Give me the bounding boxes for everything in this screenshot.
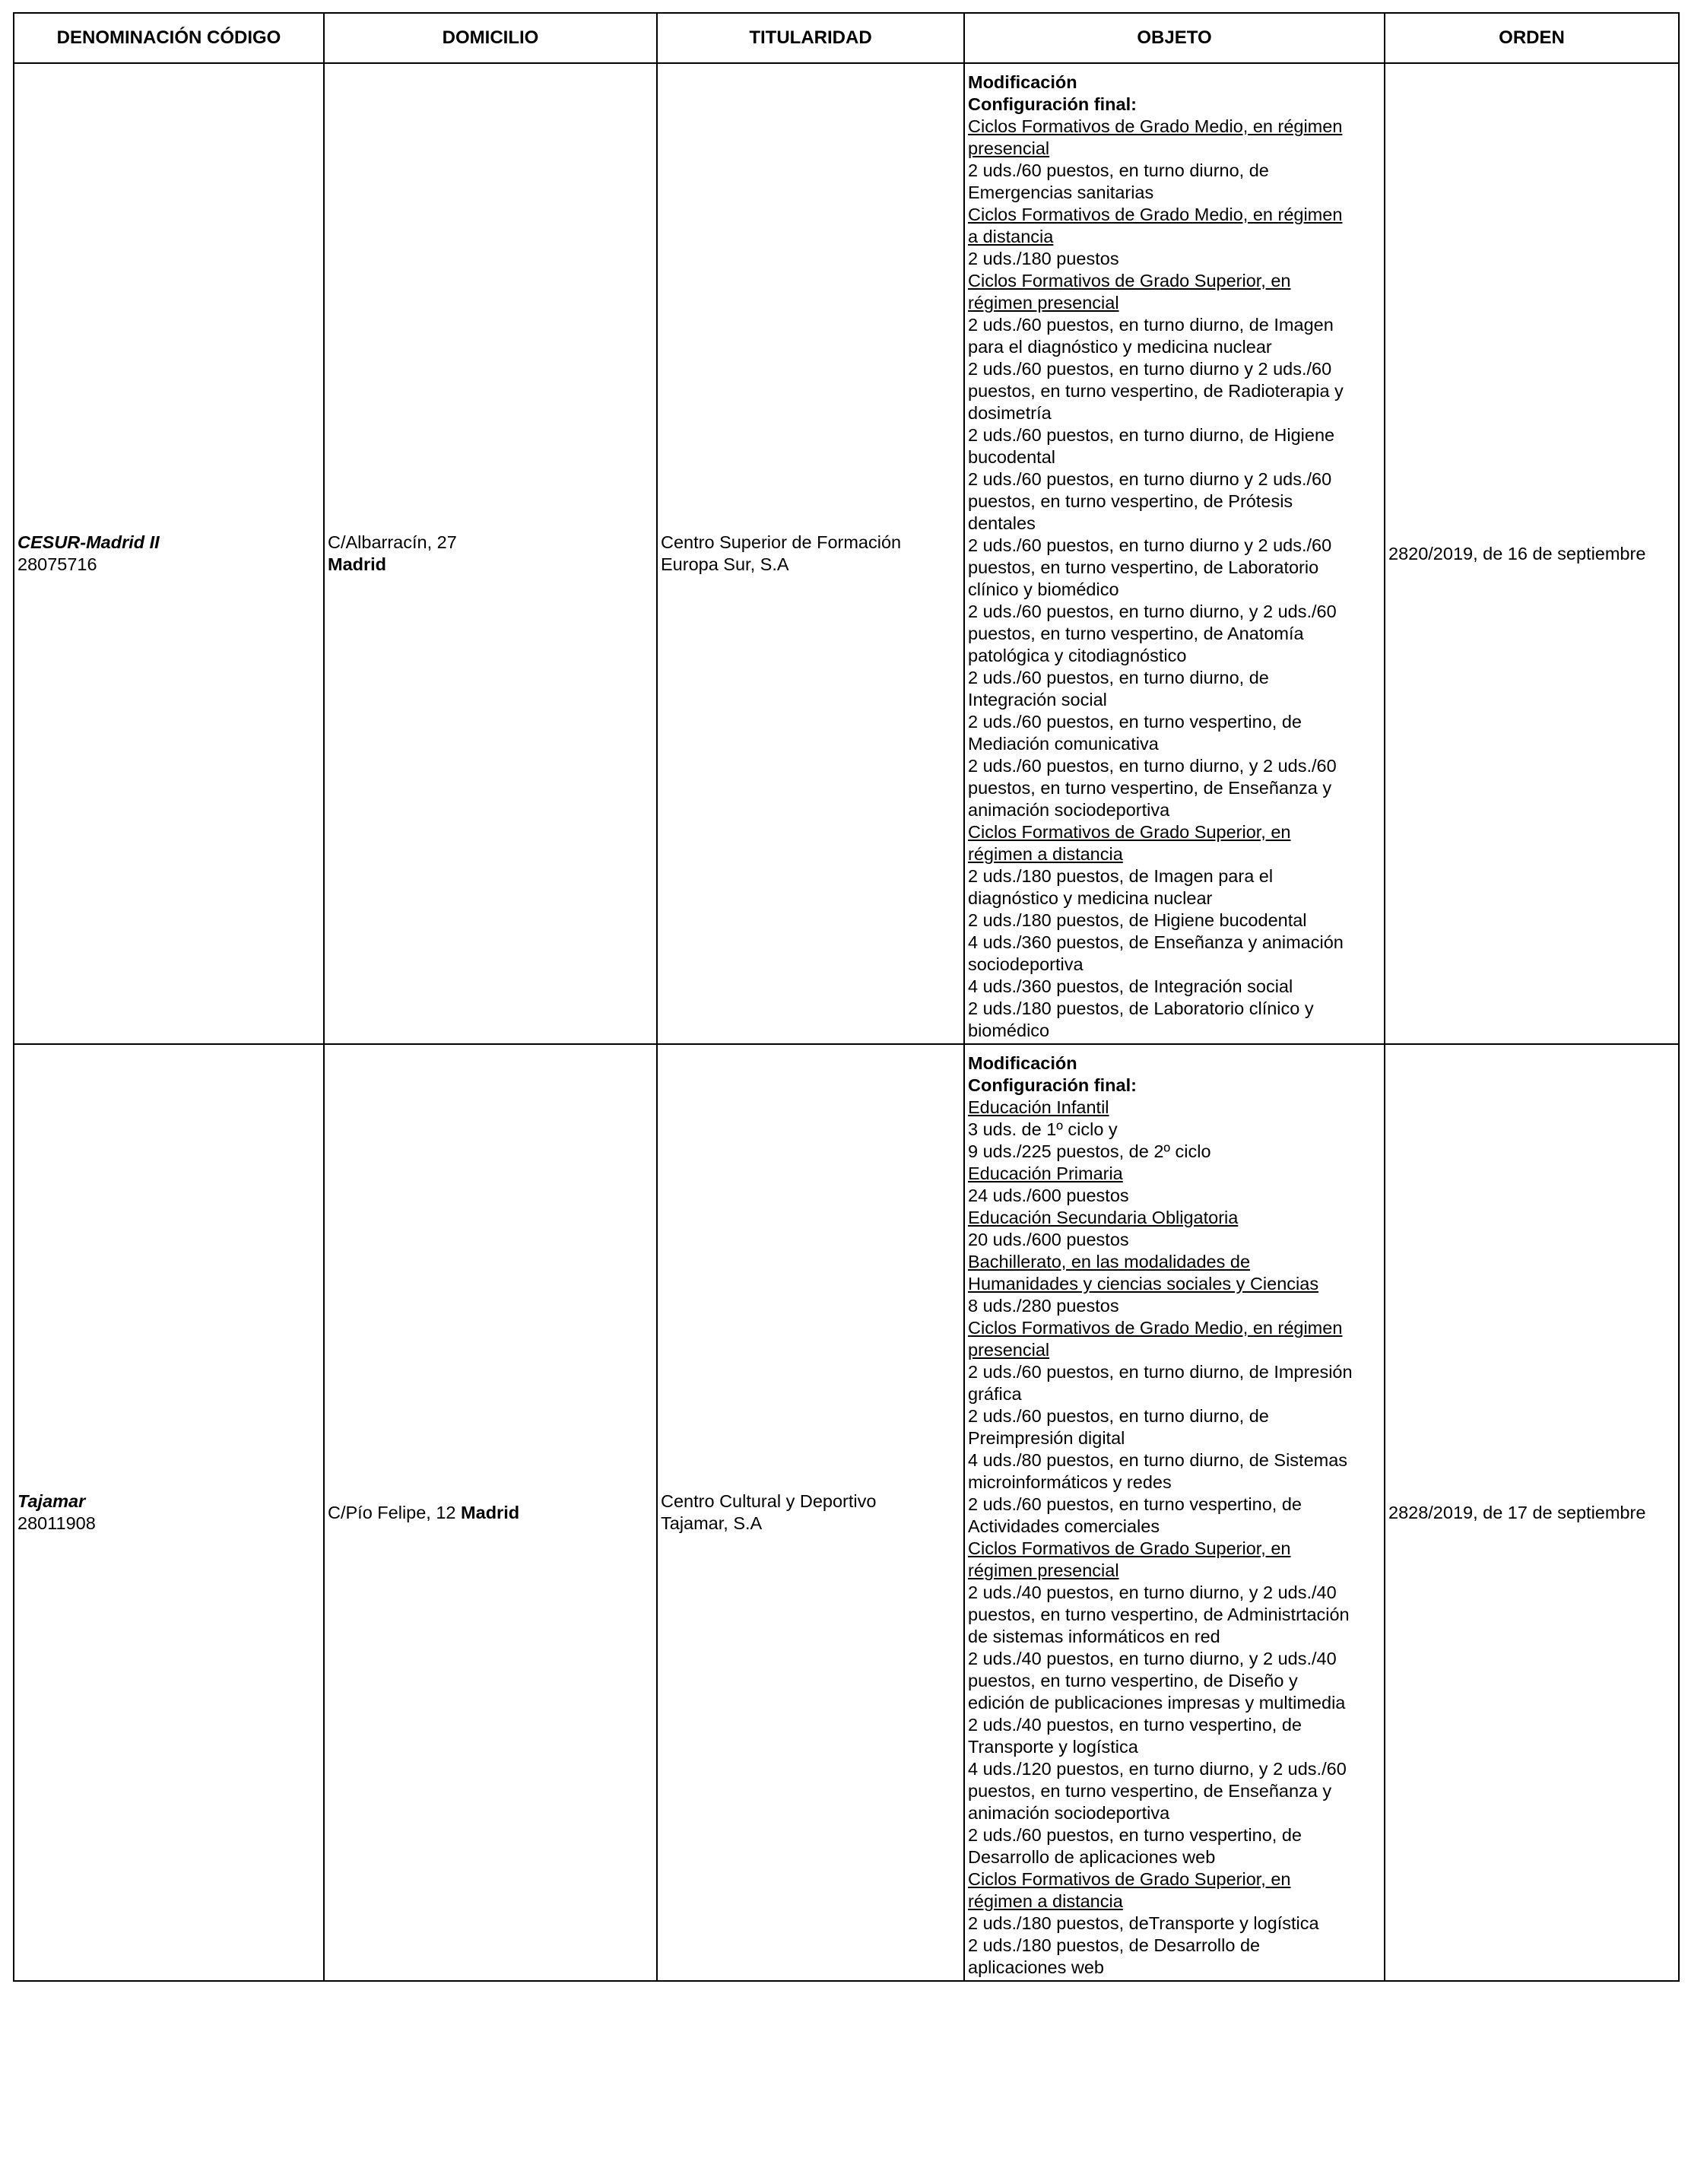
table-row: [14, 1044, 1679, 1981]
titularidad-cell: [657, 1044, 964, 1981]
objeto-line: puestos, en turno vespertino, de Anatomía: [968, 624, 1304, 643]
header-row: [14, 13, 1679, 63]
objeto-line: presencial: [968, 138, 1050, 158]
objeto-line: Ciclos Formativos de Grado Superior, en: [968, 822, 1291, 842]
objeto-line: 2 uds./60 puestos, en turno vespertino, de: [968, 712, 1302, 732]
objeto-line: 4 uds./360 puestos, de Integración social: [968, 976, 1293, 996]
objeto-line: Ciclos Formativos de Grado Medio, en régimen: [968, 1318, 1343, 1338]
domicilio-address: C/Albarracín, 27: [328, 532, 457, 552]
objeto-line: régimen presencial: [968, 1560, 1119, 1580]
objeto-line: gráfica: [968, 1384, 1022, 1404]
objeto-line: animación sociodeportiva: [968, 800, 1170, 820]
objeto-line: dosimetría: [968, 403, 1052, 423]
objeto-line: 2 uds./60 puestos, en turno diurno y 2 uds./60: [968, 469, 1332, 489]
objeto-line: animación sociodeportiva: [968, 1803, 1170, 1823]
objeto-line: Modificación: [968, 1053, 1077, 1073]
objeto-line: 2 uds./60 puestos, en turno diurno y 2 uds./60: [968, 359, 1332, 379]
titularidad-line: Centro Superior de Formación: [661, 532, 902, 552]
objeto-line: 2 uds./60 puestos, en turno diurno, de Impresión: [968, 1362, 1353, 1382]
objeto-line: bucodental: [968, 447, 1055, 467]
objeto-line: Emergencias sanitarias: [968, 183, 1154, 202]
objeto-line: 4 uds./120 puestos, en turno diurno, y 2 uds./60: [968, 1759, 1347, 1779]
objeto-line: biomédico: [968, 1021, 1050, 1040]
domicilio-cell: [324, 63, 657, 1044]
objeto-cell: [964, 1044, 1385, 1981]
denominacion-name: Tajamar: [17, 1491, 86, 1511]
header-domicilio: DOMICILIO: [324, 13, 657, 63]
centros-table: [13, 12, 1680, 1982]
objeto-line: régimen a distancia: [968, 1891, 1123, 1911]
objeto-line: puestos, en turno vespertino, de Enseñanza y: [968, 778, 1332, 798]
domicilio-address: C/Pío Felipe, 12: [328, 1502, 462, 1522]
header-denominacion: DENOMINACIÓN CÓDIGO: [14, 13, 324, 63]
objeto-line: 2 uds./40 puestos, en turno diurno, y 2 uds./40: [968, 1649, 1337, 1668]
objeto-line: a distancia: [968, 227, 1054, 246]
objeto-line: 2 uds./60 puestos, en turno diurno, de Higiene: [968, 425, 1335, 445]
objeto-line: presencial: [968, 1340, 1050, 1360]
objeto-line: dentales: [968, 513, 1036, 533]
objeto-line: 3 uds. de 1º ciclo y: [968, 1119, 1118, 1139]
objeto-line: 2 uds./60 puestos, en turno vespertino, de: [968, 1825, 1302, 1845]
objeto-line: 4 uds./360 puestos, de Enseñanza y animación: [968, 932, 1344, 952]
denominacion-cell: [14, 1044, 324, 1981]
objeto-line: régimen presencial: [968, 293, 1119, 313]
table-row: [14, 63, 1679, 1044]
objeto-line: sociodeportiva: [968, 954, 1084, 974]
objeto-line: 2 uds./180 puestos: [968, 249, 1119, 268]
objeto-line: 2 uds./180 puestos, de Desarrollo de: [968, 1935, 1261, 1955]
titularidad-cell: [657, 63, 964, 1044]
objeto-line: aplicaciones web: [968, 1957, 1104, 1977]
objeto-line: de sistemas informáticos en red: [968, 1627, 1220, 1646]
objeto-line: 2 uds./60 puestos, en turno diurno, y 2 uds./60: [968, 756, 1337, 776]
header-orden: ORDEN: [1385, 13, 1679, 63]
objeto-line: 2 uds./60 puestos, en turno diurno, de: [968, 668, 1269, 687]
objeto-line: 2 uds./60 puestos, en turno diurno, de: [968, 1406, 1269, 1426]
objeto-line: Educación Secundaria Obligatoria: [968, 1208, 1239, 1227]
objeto-line: Mediación comunicativa: [968, 734, 1159, 754]
objeto-line: 2 uds./180 puestos, de Laboratorio clínico y: [968, 998, 1314, 1018]
denominacion-cell: [14, 63, 324, 1044]
denominacion-code: 28011908: [17, 1513, 96, 1533]
objeto-line: clínico y biomédico: [968, 579, 1119, 599]
objeto-line: puestos, en turno vespertino, de Diseño y: [968, 1671, 1298, 1690]
header-titularidad: TITULARIDAD: [657, 13, 964, 63]
objeto-line: Transporte y logística: [968, 1737, 1138, 1757]
objeto-line: Ciclos Formativos de Grado Medio, en régimen: [968, 116, 1343, 136]
objeto-line: Integración social: [968, 690, 1107, 709]
objeto-line: edición de publicaciones impresas y multimedia: [968, 1693, 1346, 1713]
objeto-line: Actividades comerciales: [968, 1516, 1160, 1536]
objeto-line: 2 uds./40 puestos, en turno diurno, y 2 uds./40: [968, 1582, 1337, 1602]
objeto-line: Desarrollo de aplicaciones web: [968, 1847, 1216, 1867]
denominacion-name: CESUR-Madrid II: [17, 532, 160, 552]
objeto-cell: [964, 63, 1385, 1044]
objeto-line: Educación Infantil: [968, 1097, 1109, 1117]
domicilio-city: Madrid: [461, 1502, 520, 1522]
objeto-line: 2 uds./60 puestos, en turno vespertino, de: [968, 1494, 1302, 1514]
denominacion-code: 28075716: [17, 554, 97, 574]
objeto-line: Configuración final:: [968, 94, 1137, 114]
objeto-line: puestos, en turno vespertino, de Laboratorio: [968, 557, 1319, 577]
objeto-line: régimen a distancia: [968, 844, 1123, 864]
objeto-line: 2 uds./40 puestos, en turno vespertino, de: [968, 1715, 1302, 1735]
objeto-line: Educación Primaria: [968, 1163, 1123, 1183]
objeto-line: puestos, en turno vespertino, de Prótesis: [968, 491, 1293, 511]
objeto-line: 2 uds./60 puestos, en turno diurno, y 2 uds./60: [968, 602, 1337, 621]
objeto-line: Modificación: [968, 72, 1077, 92]
domicilio-cell: [324, 1044, 657, 1981]
objeto-line: patológica y citodiagnóstico: [968, 646, 1187, 665]
header-objeto: OBJETO: [964, 13, 1385, 63]
objeto-line: Humanidades y ciencias sociales y Ciencias: [968, 1274, 1319, 1294]
domicilio-city: Madrid: [328, 554, 387, 574]
objeto-line: Bachillerato, en las modalidades de: [968, 1252, 1251, 1271]
objeto-line: 4 uds./80 puestos, en turno diurno, de Sistemas: [968, 1450, 1348, 1470]
objeto-line: 2 uds./180 puestos, deTransporte y logística: [968, 1913, 1319, 1933]
objeto-line: 2 uds./60 puestos, en turno diurno y 2 uds./60: [968, 535, 1332, 555]
objeto-line: puestos, en turno vespertino, de Radioterapia y: [968, 381, 1344, 401]
objeto-line: 8 uds./280 puestos: [968, 1296, 1119, 1316]
objeto-line: 2 uds./60 puestos, en turno diurno, de: [968, 160, 1269, 180]
objeto-line: para el diagnóstico y medicina nuclear: [968, 337, 1272, 357]
orden-cell: 2820/2019, de 16 de septiembre: [1385, 63, 1679, 1044]
objeto-line: 20 uds./600 puestos: [968, 1230, 1129, 1249]
objeto-line: diagnóstico y medicina nuclear: [968, 888, 1213, 908]
objeto-line: Ciclos Formativos de Grado Superior, en: [968, 1538, 1291, 1558]
titularidad-line: Europa Sur, S.A: [661, 554, 789, 574]
objeto-line: 9 uds./225 puestos, de 2º ciclo: [968, 1141, 1211, 1161]
titularidad-line: Centro Cultural y Deportivo: [661, 1491, 877, 1511]
objeto-line: Ciclos Formativos de Grado Superior, en: [968, 1869, 1291, 1889]
objeto-line: 2 uds./180 puestos, de Imagen para el: [968, 866, 1274, 886]
objeto-line: puestos, en turno vespertino, de Administrtación: [968, 1605, 1350, 1624]
objeto-line: puestos, en turno vespertino, de Enseñanza y: [968, 1781, 1332, 1801]
titularidad-line: Tajamar, S.A: [661, 1513, 763, 1533]
objeto-line: microinformáticos y redes: [968, 1472, 1172, 1492]
objeto-line: Ciclos Formativos de Grado Superior, en: [968, 271, 1291, 290]
objeto-line: 24 uds./600 puestos: [968, 1186, 1129, 1205]
orden-cell: 2828/2019, de 17 de septiembre: [1385, 1044, 1679, 1981]
objeto-line: 2 uds./60 puestos, en turno diurno, de Imagen: [968, 315, 1334, 335]
objeto-line: Preimpresión digital: [968, 1428, 1125, 1448]
objeto-line: Ciclos Formativos de Grado Medio, en régimen: [968, 205, 1343, 224]
objeto-line: 2 uds./180 puestos, de Higiene bucodental: [968, 910, 1307, 930]
objeto-line: Configuración final:: [968, 1075, 1137, 1095]
